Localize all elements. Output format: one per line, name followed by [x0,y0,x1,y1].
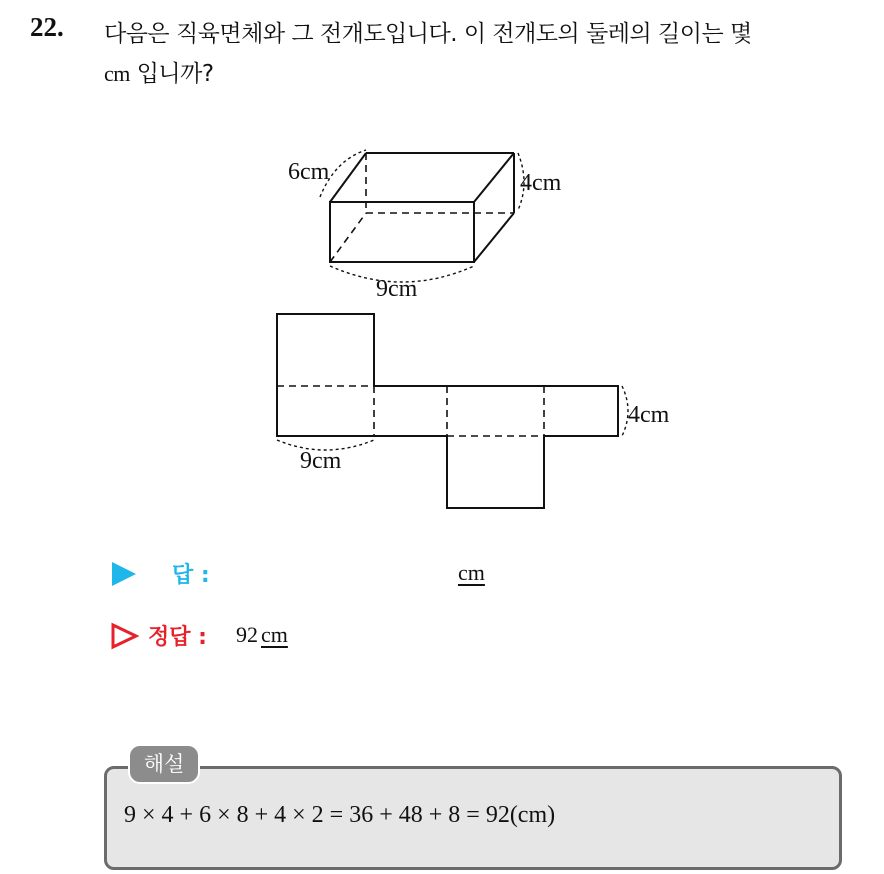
cuboid-width-label: 6cm [288,159,330,185]
solution-text: 9 × 4 + 6 × 8 + 4 × 2 = 36 + 48 + 8 = 92(cm) [124,802,556,828]
correct-answer-row [110,620,510,654]
answer-unit-blank: cm [458,560,485,585]
correct-answer-unit: cm [261,622,288,647]
cuboid-height-label: 4cm [520,170,562,196]
net-length-label: 9cm [300,448,342,474]
question-line-1: 다음은 직육면체와 그 전개도입니다. 이 전개도의 둘레의 길이는 몇 [104,21,752,47]
correct-answer-number: 92 [236,622,258,647]
solution-tab: 해설 [128,744,200,784]
question-unit: cm [104,61,130,86]
answer-row [112,558,612,592]
net-diagram [277,314,628,508]
play-triangle-icon [112,562,136,586]
outline-triangle-icon [110,622,140,650]
cuboid-length-label: 9cm [376,276,418,302]
cuboid-diagram [320,150,524,282]
net-height-label: 4cm [628,402,670,428]
correct-answer-label: 정답 : [148,625,207,650]
correct-answer-value [236,622,291,648]
question-number: 22. [30,12,64,42]
question-line-2-text: 입니까? [136,61,214,87]
answer-label: 답 : [172,563,210,588]
